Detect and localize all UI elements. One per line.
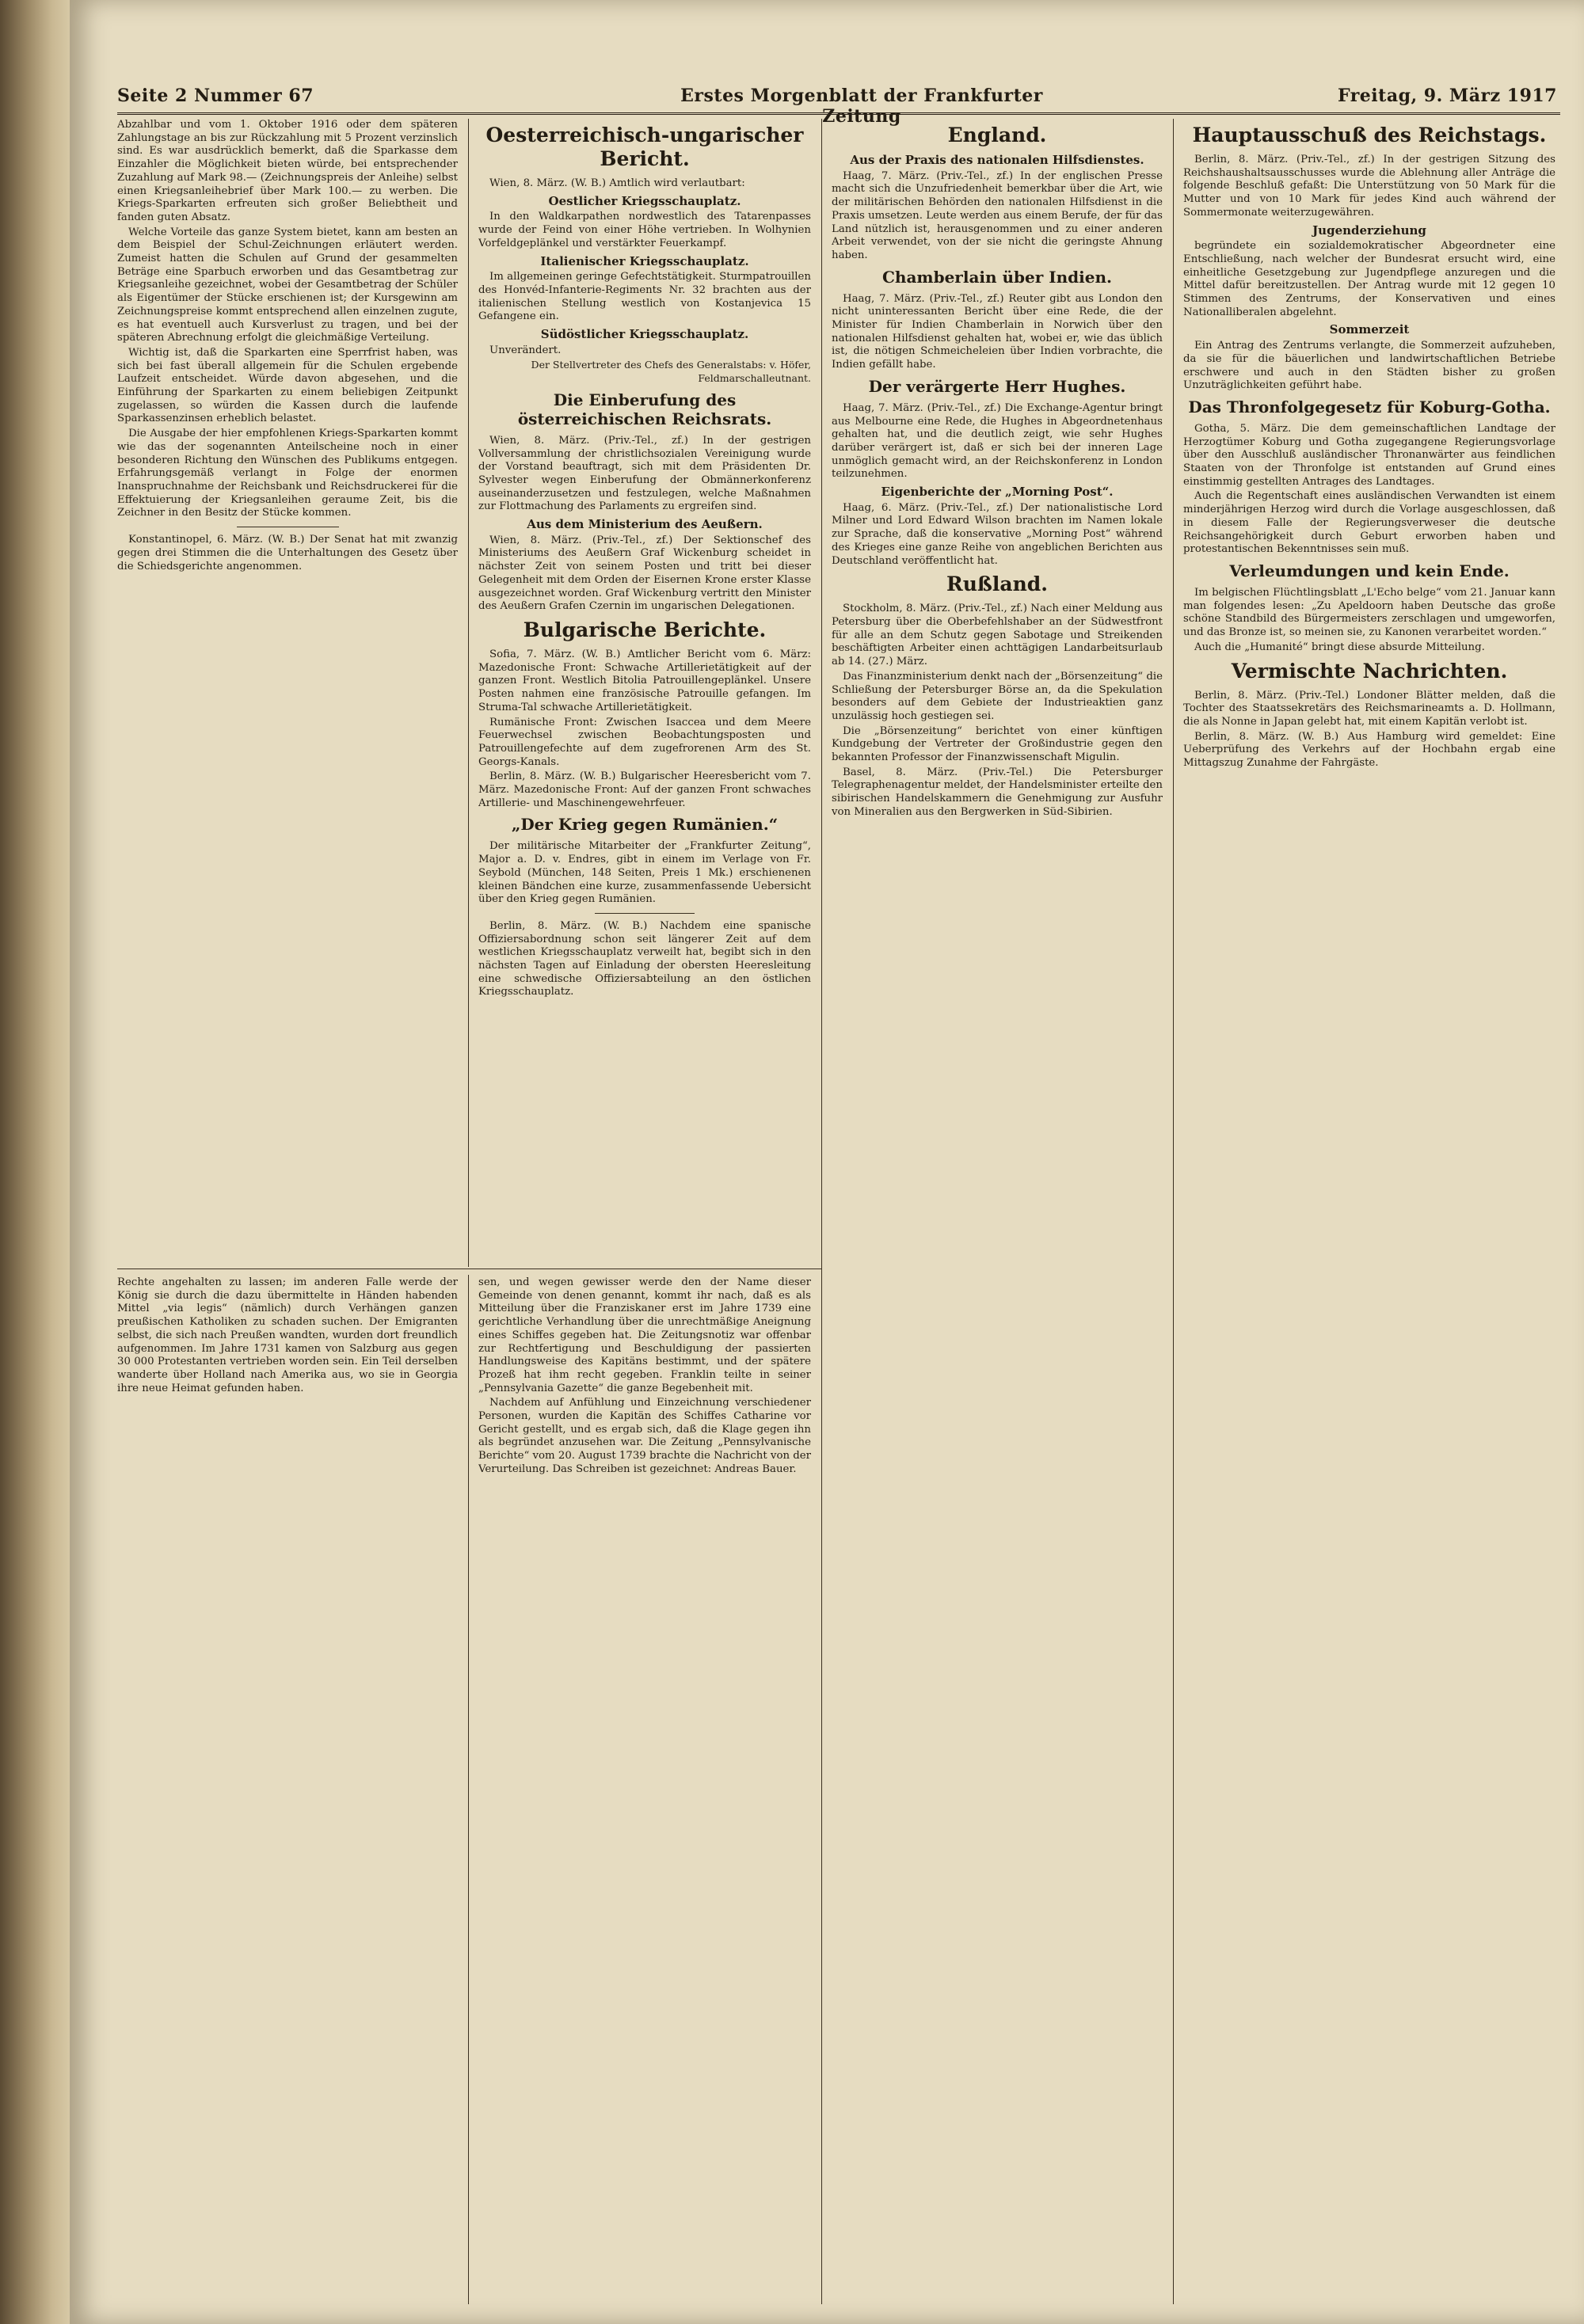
- article-text: Der militärische Mitarbeiter der „Frankfurter Zeitung“, Major a. D. v. Endres, gibt in einem im Verlage von Fr. Seybold (München, 148 Seiten, Preis 1 Mk.) erschienenen kleinen Bändchen eine kurze, zusammenfassende Uebersicht über den Krieg gegen Rumänien.: [478, 840, 811, 906]
- subheading: Italienischer Kriegsschauplatz.: [540, 253, 749, 268]
- column-3: [832, 119, 1163, 2304]
- article-text: Wien, 8. März. (Priv.-Tel., zf.) In der gestrigen Vollversammlung der christlichsozialen Vereinigung wurde der Vorstand beauftragt, sich mit dem Präsidenten Dr. Sylvester wegen Einberufung der Obmännerkonferenz auseinanderzusetzen und festzulegen, welche Maßnahmen zur Flottmachung des Parlaments zu ergreifen sind.: [478, 434, 811, 513]
- article-text: Berlin, 8. März. (Priv.-Tel.) Londoner Blätter melden, daß die Tochter des Staatssekretärs des Reichsmarineamts a. D. Hollmann, die als Nonne in Japan gelebt hat, mit einem Kapitän verlobt ist.: [1183, 689, 1555, 728]
- article-text: Berlin, 8. März. (W. B.) Nachdem eine spanische Offiziersabordnung schon seit längerer Zeit auf dem westlichen Kriegsschauplatz verweilt hat, begibt sich in den nächsten Tagen auf Einladung der obersten Heeresleitung eine schwedische Offiziersabteilung an den östlichen Kriegsschauplatz.: [478, 919, 811, 998]
- subheading: Aus der Praxis des nationalen Hilfsdienstes.: [850, 153, 1144, 167]
- column-4: [1183, 119, 1555, 2304]
- article-text: Im allgemeinen geringe Gefechtstätigkeit. Sturmpatrouillen des Honvéd-Infanterie-Regiments Nr. 32 brachten aus der italienischen Stellung westlich von Kostanjevica 15 Gefangene ein.: [478, 271, 811, 323]
- article-text: Auch die „Humanité“ bringt diese absurde Mitteilung.: [1194, 641, 1485, 653]
- headline-slander: Verleumdungen und kein Ende.: [1229, 561, 1510, 580]
- article-text: Unverändert.: [489, 344, 562, 356]
- article-text: Im belgischen Flüchtlingsblatt „L'Echo belge“ vom 21. Januar kann man folgendes lesen: „Zu Apeldoorn haben Deutsche das große schöne Standbild des Bürgermeisters zerschlagen und umgeworfen, und das Bronze ist, so meinen sie, zu Kanonen verarbeitet worden.“: [1183, 586, 1555, 639]
- subheading: Aus dem Ministerium des Aeußern.: [527, 517, 763, 532]
- article-text: Auch die Regentschaft eines ausländischen Verwandten ist einem minderjährigen Herzog wird durch die Vorlage ausgeschlossen, daß in diesem Falle der Regierungsverweser die deutsche Reichsangehörigkeit durch Geburt erworben haben und protestantischen Bekenntnisses sein muß.: [1183, 490, 1555, 556]
- headline-austro-hungarian-report: Oesterreichisch-ungarischer Bericht.: [485, 124, 804, 170]
- article-text: begründete ein sozialdemokratischer Abgeordneter eine Entschließung, nach welcher der Bundesrat ersucht wird, eine einheitliche Gesetzgebung zur Jugendpflege anzuregen und die Mittel dafür bereitzustellen. Der Antrag wurde mit 12 gegen 10 Stimmen des Zentrums, der Konservativen und eines Nationalliberalen abgelehnt.: [1183, 240, 1555, 318]
- feuilleton-text: Nachdem auf Anfühlung und Einzeichnung verschiedener Personen, wurden die Kapitän des Schiffes Catharine vor Gericht gestellt, und es ergab sich, daß die Klage gegen ihn als begründet anzusehen war. Die Zeitung „Pennsylvanische Berichte“ vom 20. August 1739 brachte die Nachricht von der Verurteilung. Das Schreiben ist gezeichnet: Andreas Bauer.: [478, 1397, 811, 1475]
- separator: [595, 913, 695, 914]
- article-text: Rumänische Front: Zwischen Isaccea und dem Meere Feuerwechsel zwischen Beobachtungsposten und Patrouillengefechte auf dem zugefrorenen Arm des St. Georgs-Kanals.: [478, 716, 811, 768]
- feuilleton-text: sen, und wegen gewisser werde den der Name dieser Gemeinde von denen genannt, kommt ihr nach, daß es als Mitteilung über die Franziskaner erst im Jahre 1739 eine gerichtliche Verhandlung über die unrechtmäßige Aneignung eines Schiffes gegeben hat. Die Zeitungsnotiz war offenbar zur Rechtfertigung und Beschuldigung der passierten Handlungsweise des Kapitäns bestimmt, und der spätere Prozeß hat ihm recht gegeben. Franklin teilte in seiner „Pennsylvania Gazette“ die ganze Begebenheit mit.: [478, 1276, 811, 1394]
- article-text: Berlin, 8. März. (W. B.) Aus Hamburg wird gemeldet: Eine Ueberprüfung des Verkehrs auf der Hochbahn ergab eine Mittagszug Zunahme der Fahrgäste.: [1183, 730, 1555, 770]
- subheading: Eigenberichte der „Morning Post“.: [881, 485, 1114, 500]
- col1-paragraph: Welche Vorteile das ganze System bietet, kann am besten an dem Beispiel der Schul-Zeichnungen erläutert werden. Zumeist hatten die Schulen auf Grund der gesammelten Beträge eine Sparbuch erworben und das Gesamtbetrag zur Kriegsanleihe gezeichnet, wobei der Gesamtbetrag der Schüler als Eigentümer der Stücke erschienen ist; der Kursgewinn am Zeichnungspreise kommt entsprechend allen einzelnen zugute, es hat eventuell auch Kursverlust zu tragen, und bei der späteren Abrechnung erfolgt die gleichmäßige Verteilung.: [117, 226, 458, 344]
- article-text: In den Waldkarpathen nordwestlich des Tatarenpasses wurde der Feind von einer Höhe vertrieben. In Wolhynien Vorfeldgeplänkel und verstärkter Feuerkampf.: [478, 211, 811, 249]
- book-binding-edge: [0, 0, 70, 2324]
- column-rule-2: [821, 119, 822, 2304]
- article-text: Sofia, 7. März. (W. B.) Amtlicher Bericht vom 6. März: Mazedonische Front: Schwache Artillerietätigkeit auf der ganzen Front. Westlich Bitolia Patrouillengeplänkel. Unsere Posten nahmen eine französische Patrouille gefangen. Im Struma-Tal schwache Artillerietätigkeit.: [478, 648, 811, 713]
- col1-paragraph: Abzahlbar und vom 1. Oktober 1916 oder dem späteren Zahlungstage an bis zur Rückzahlung mit 5 Prozent verzinslich sind. Es war ausdrücklich bemerkt, daß die Sparkasse dem Einzahler die Möglichkeit bieten würde, bei entsprechender Zuzahlung auf Mark 98.— (Zeichnungspreis der Anleihe) selbst einen Kriegsanleihebrief über Mark 100.— zu werben. Die Kriegs-Sparkarten erfreuten sich großer Beliebtheit und fanden guten Absatz.: [117, 119, 458, 223]
- article-text: Haag, 7. März. (Priv.-Tel., zf.) Die Exchange-Agentur bringt aus Melbourne eine Rede, die Hughes in Abgeordnetenhaus gehalten hat, und die deutlich zeigt, wie sehr Hughes darüber verärgert ist, daß er sich bei der inneren Lage unmöglich gemacht wird, an der Reichskonferenz in London teilzunehmen.: [832, 401, 1163, 481]
- header-rule: [117, 112, 1560, 115]
- article-text: Wien, 8. März. (Priv.-Tel., zf.) Der Sektionschef des Ministeriums des Aeußern Graf Wickenburg scheidet in nächster Zeit von seinem Posten und tritt bei dieser Gelegenheit mit dem Orden der Eisernen Krone erster Klasse ausgezeichnet worden. Graf Wickenburg vertritt den Minister des Aeußern Grafen Czernin im ungarischen Delegationen.: [478, 534, 811, 613]
- headline-war-romania: „Der Krieg gegen Rumänien.“: [511, 815, 779, 835]
- feuilleton-left: [117, 1276, 458, 2302]
- headline-miscellaneous: Vermischte Nachrichten.: [1231, 659, 1508, 683]
- headline-reichsrat: Die Einberufung des österreichischen Reichsrats.: [517, 390, 772, 428]
- article-text: Basel, 8. März. (Priv.-Tel.) Die Petersburger Telegraphenagentur meldet, der Handelsminister erteilte den sibirischen Handelskammern die Genehmigung zur Ausfuhr von Mineralien aus den Bergwerken in Süd-Sibirien.: [832, 766, 1163, 818]
- page-info: Seite 2 Nummer 67: [117, 86, 314, 106]
- feuilleton-middle: [478, 1276, 811, 2302]
- newspaper-page: [70, 0, 1584, 2324]
- subheading: Südöstlicher Kriegsschauplatz.: [540, 327, 749, 342]
- article-text: Haag, 6. März. (Priv.-Tel., zf.) Der nationalistische Lord Milner und Lord Edward Wilson brachten im Namen lokale zur Sprache, daß die konservative „Morning Post“ während des Krieges eine ganze Reihe von angeblichen Berichten aus Deutschland veröffentlicht hat.: [832, 501, 1163, 567]
- signature: Der Stellvertreter des Chefs des Generalstabs: v. Höfer, Feldmarschalleutnant.: [531, 359, 811, 385]
- column-1: [117, 119, 458, 1263]
- article-text: Die „Börsenzeitung“ berichtet von einer künftigen Kundgebung der Vertreter der Großindustrie gegen den bekannten Professor der Finanzwissenschaft Migulin.: [832, 725, 1163, 764]
- col1-paragraph: Konstantinopel, 6. März. (W. B.) Der Senat hat mit zwanzig gegen drei Stimmen die die Unterhaltungen des Gesetz über die Schiedsgerichte angenommen.: [117, 534, 458, 572]
- article-text: Gotha, 5. März. Die dem gemeinschaftlichen Landtage der Herzogtümer Koburg und Gotha zugegangene Regierungsvorlage über den Ausschluß ausländischer Thronanwärter aus feindlichen Staaten von der Thronfolge ist entstanden auf Grund eines einstimmig gestellten Antrages des Landtages.: [1183, 422, 1555, 488]
- subheading: Oestlicher Kriegsschauplatz.: [548, 193, 741, 208]
- column-rule-1: [468, 119, 469, 1267]
- headline-hughes: Der verärgerte Herr Hughes.: [868, 376, 1126, 396]
- article-text: Haag, 7. März. (Priv.-Tel., zf.) In der englischen Presse macht sich die Unzufriedenheit bemerkbar über die Art, wie der militärischen Behörden den nationalen Hilfsdienst in die Praxis umsetzen. Leute werden aus einem Berufe, der für das Land nützlich ist, herausgenommen und zu einer anderen Arbeit verwendet, von der sie nicht die geringste Ahnung haben.: [832, 169, 1163, 261]
- headline-chamberlain: Chamberlain über Indien.: [882, 267, 1112, 287]
- column-2: [478, 119, 811, 1263]
- col1-paragraph: Wichtig ist, daß die Sparkarten eine Sperrfrist haben, was sich bei fast überall allgemein für die Schulen ergebende Laufzeit entscheidet. Würde davon abgesehen, und die Einführung der Sparkarten zu einem beliebigen Zeitpunkt zugelassen, so würden die Kassen durch die laufende Sparkassenzinsen erheblich belastet.: [117, 346, 458, 425]
- issue-date: Freitag, 9. März 1917: [1337, 86, 1557, 106]
- article-text: Ein Antrag des Zentrums verlangte, die Sommerzeit aufzuheben, da sie für die bäuerlichen und landwirtschaftlichen Betriebe erschwere und auch in den Städten bisher zu großen Unzuträglichkeiten geführt habe.: [1183, 340, 1555, 392]
- headline-russia: Rußland.: [946, 572, 1048, 596]
- headline-england: England.: [947, 124, 1047, 146]
- headline-coburg-gotha: Das Thronfolgegesetz für Koburg-Gotha.: [1188, 397, 1551, 416]
- article-text: Das Finanzministerium denkt nach der „Börsenzeitung“ die Schließung der Petersburger Börse an, da die Spekulation besonders auf dem Gebiete der Industrieaktien ganz unzulässig hoch gestiegen sei.: [832, 670, 1163, 722]
- feuilleton-text: Rechte angehalten zu lassen; im anderen Falle werde der König sie durch die dazu übermittelte in Händen habenden Mittel „via legis“ (nämlich) durch Verhängen ganzen preußischen Katholiken zu schaden suchen. Der Emigranten selbst, die sich nach Preußen wandten, wurden dort freundlich aufgenommen. Im Jahre 1731 kamen von Salzburg aus gegen 30 000 Protestanten vertrieben worden sein. Ein Teil derselben wanderte über Holland nach Amerika aus, wo sie in Georgia ihre neue Heimat gefunden haben.: [117, 1276, 458, 1394]
- article-text: Berlin, 8. März. (W. B.) Bulgarischer Heeresbericht vom 7. März. Mazedonische Front: Auf der ganzen Front schwaches Artillerie- und Maschinengewehrfeuer.: [478, 770, 811, 809]
- subheading: Sommerzeit: [1329, 322, 1410, 337]
- column-rule-bottom: [468, 1275, 469, 2304]
- column-rule-3: [1173, 119, 1174, 2304]
- article-text: Wien, 8. März. (W. B.) Amtlich wird verlautbart:: [489, 177, 745, 189]
- headline-bulgarian-reports: Bulgarische Berichte.: [523, 618, 767, 641]
- article-text: Berlin, 8. März. (Priv.-Tel., zf.) In der gestrigen Sitzung des Reichshaushaltsausschusses wurde die Ablehnung aller Anträge die folgende Beschluß gefaßt: Die Unterstützung von 50 Mark für die Mutter und von 10 Mark für jedes Kind auch während der Sommermonate weiterzugewähren.: [1183, 154, 1555, 219]
- col1-paragraph: Die Ausgabe der hier empfohlenen Kriegs-Sparkarten kommt wie das der sogenannten Anteilscheine noch in einer besonderen Richtung den Wünschen des Publikums entgegen. Erfahrungsgemäß verlangt in Folge der enormen Inanspruchnahme der Reichsbank und Reichsdruckerei für die Effektuierung der Kriegsanleihen geraume Zeit, bis die Zeichner in den Besitz der Stücke kommen.: [117, 428, 458, 519]
- headline-reichstag-committee: Hauptausschuß des Reichstags.: [1192, 124, 1547, 146]
- article-text: Haag, 7. März. (Priv.-Tel., zf.) Reuter gibt aus London den nicht uninteressanten Bericht über eine Rede, die der Minister für Indien Chamberlain in Norwich über den nationalen Hilfsdienst gehalten hat, wobei er, wie das üblich ist, die nötigen Schmeicheleien über Indien vorbrachte, die Indien gefällt habe.: [832, 292, 1163, 371]
- article-text: Stockholm, 8. März. (Priv.-Tel., zf.) Nach einer Meldung aus Petersburg über die Oberbefehlshaber an der Südwestfront für alle an dem Schutz gegen Sabotage und Streikenden beschäftigten Arbeiter einen achttägigen Landarbeitsurlaub ab 14. (27.) März.: [832, 603, 1163, 668]
- masthead: Erstes Morgenblatt der Frankfurter Zeitung: [680, 86, 1043, 127]
- subheading: Jugenderziehung: [1312, 223, 1426, 238]
